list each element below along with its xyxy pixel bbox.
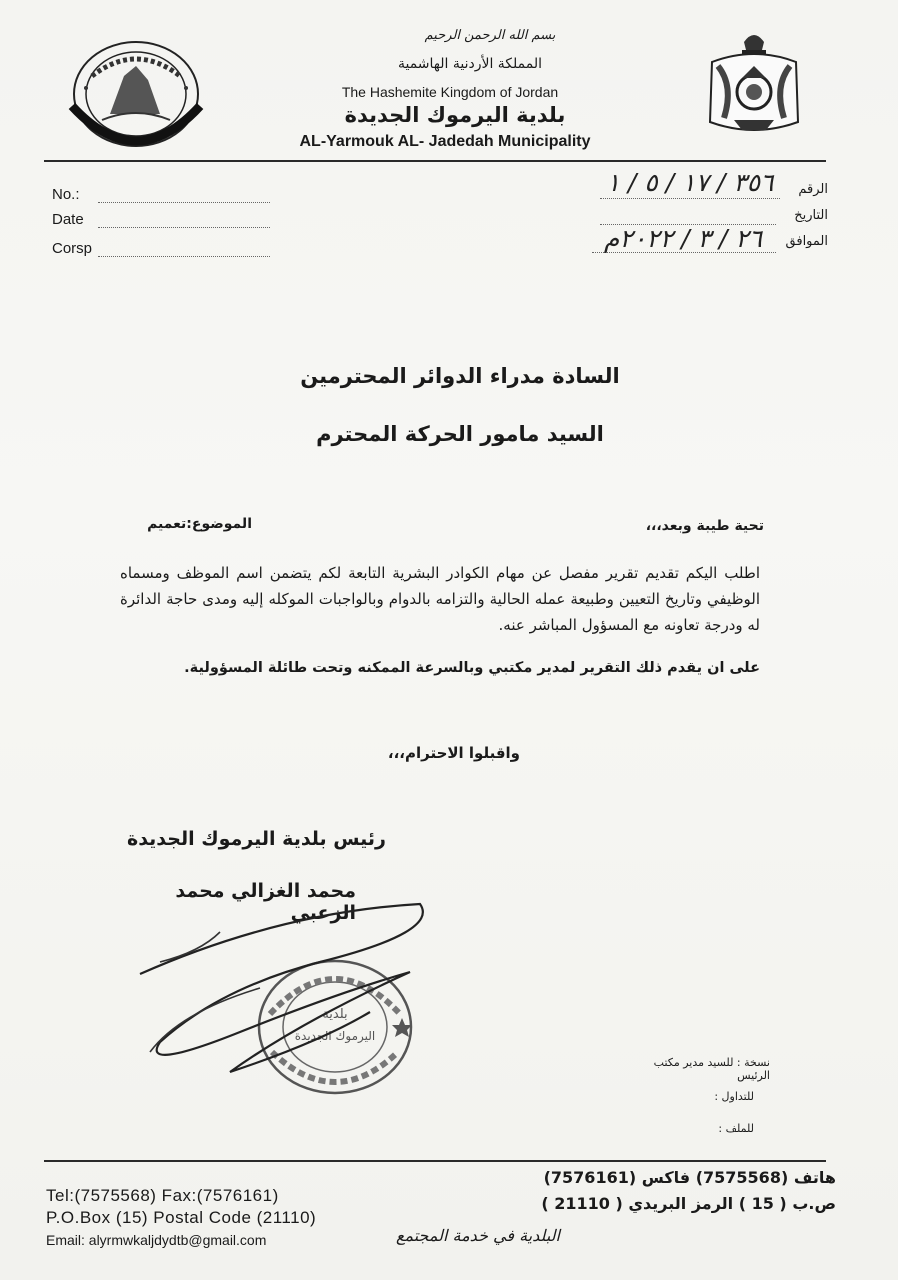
signatory-name: محمد الغزالي محمد الزعبي (175, 880, 356, 924)
footer-pobox-arabic: ص.ب ( 15 ) الرمز البريدي ( 21110 ) (541, 1194, 836, 1213)
footer-divider (44, 1160, 826, 1162)
kingdom-name-english: The Hashemite Kingdom of Jordan (341, 84, 559, 100)
municipality-name-english: AL-Yarmouk AL- Jadedah Municipality (299, 133, 591, 150)
date-dotted-line (98, 227, 270, 228)
subject-line: الموضوع:تعميم (147, 516, 252, 532)
number-label-arabic: الرقم (798, 182, 828, 197)
stamp-text-2: اليرموك الجديدة (294, 1029, 376, 1043)
footer-pobox-english: P.O.Box (15) Postal Code (21110) (46, 1208, 317, 1227)
greeting: تحية طيبة وبعد،،، (645, 518, 764, 534)
handwritten-signature (120, 892, 440, 1092)
footer-tel-fax-english: Tel:(7575568) Fax:(7576161) (46, 1186, 279, 1205)
no-dotted-line (98, 202, 270, 203)
corresponding-date-value: ٢٦ / ٣ / ٢٠٢٢م (603, 224, 763, 253)
copy-circulation: للتداول : (714, 1090, 754, 1103)
corresponding-label-arabic: الموافق (785, 234, 828, 249)
date-label: Date (52, 211, 84, 228)
copy-file: للملف : (718, 1122, 754, 1135)
no-label: No.: (52, 186, 80, 203)
corsp-label: Corsp (52, 240, 93, 257)
footer-email: Email: alyrmwkaljdydtb@gmail.com (46, 1232, 267, 1248)
footer-slogan: البلدية في خدمة المجتمع (395, 1226, 560, 1245)
kingdom-name-arabic: المملكة الأردنية الهاشمية (397, 56, 543, 72)
addressee-directors: السادة مدراء الدوائر المحترمين (300, 364, 620, 388)
basmala: بسم الله الرحمن الرحيم (424, 28, 556, 43)
coat-of-arms-emblem (704, 26, 804, 142)
corsp-dotted-line (98, 256, 270, 257)
municipality-name-arabic: بلدية اليرموك الجديدة (344, 103, 566, 127)
addressee-movement-officer: السيد مامور الحركة المحترم (316, 422, 604, 446)
header-divider (44, 160, 826, 162)
number-dotted-line (600, 198, 780, 199)
closing-line: واقبلوا الاحترام،،، (387, 744, 520, 762)
footer-tel-fax-arabic: هاتف (7575568) فاكس (7576161) (543, 1168, 836, 1187)
reference-number-value: ٣٥٦ / ١٧ / ٥ / ١ (606, 168, 774, 197)
body-paragraph-1: اطلب اليكم تقديم تقرير مفصل عن مهام الكوادر البشرية التابعة لكم يتضمن اسم الموظف ومسماه الوظيفي وتاريخ التعيين وطبيعة عمله الحالية والتزامه بالدوام وبالواجبات الموكله إليه ومدى حاجة الدائرة له ودرجة تعاونه مع المسؤول المباشر عنه. (120, 564, 760, 634)
body-paragraph-2: على ان يقدم ذلك التقرير لمدير مكتبي وبالسرعة الممكنه وتحت طائلة المسؤولية. (184, 660, 760, 676)
signatory-title: رئيس بلدية اليرموك الجديدة (126, 828, 386, 850)
stamp-text-1: بلدية (322, 1007, 348, 1022)
date-label-arabic: التاريخ (794, 208, 828, 223)
municipality-logo (62, 36, 210, 154)
copy-office-director: نسخة : للسيد مدير مكتب الرئيس (653, 1056, 770, 1082)
